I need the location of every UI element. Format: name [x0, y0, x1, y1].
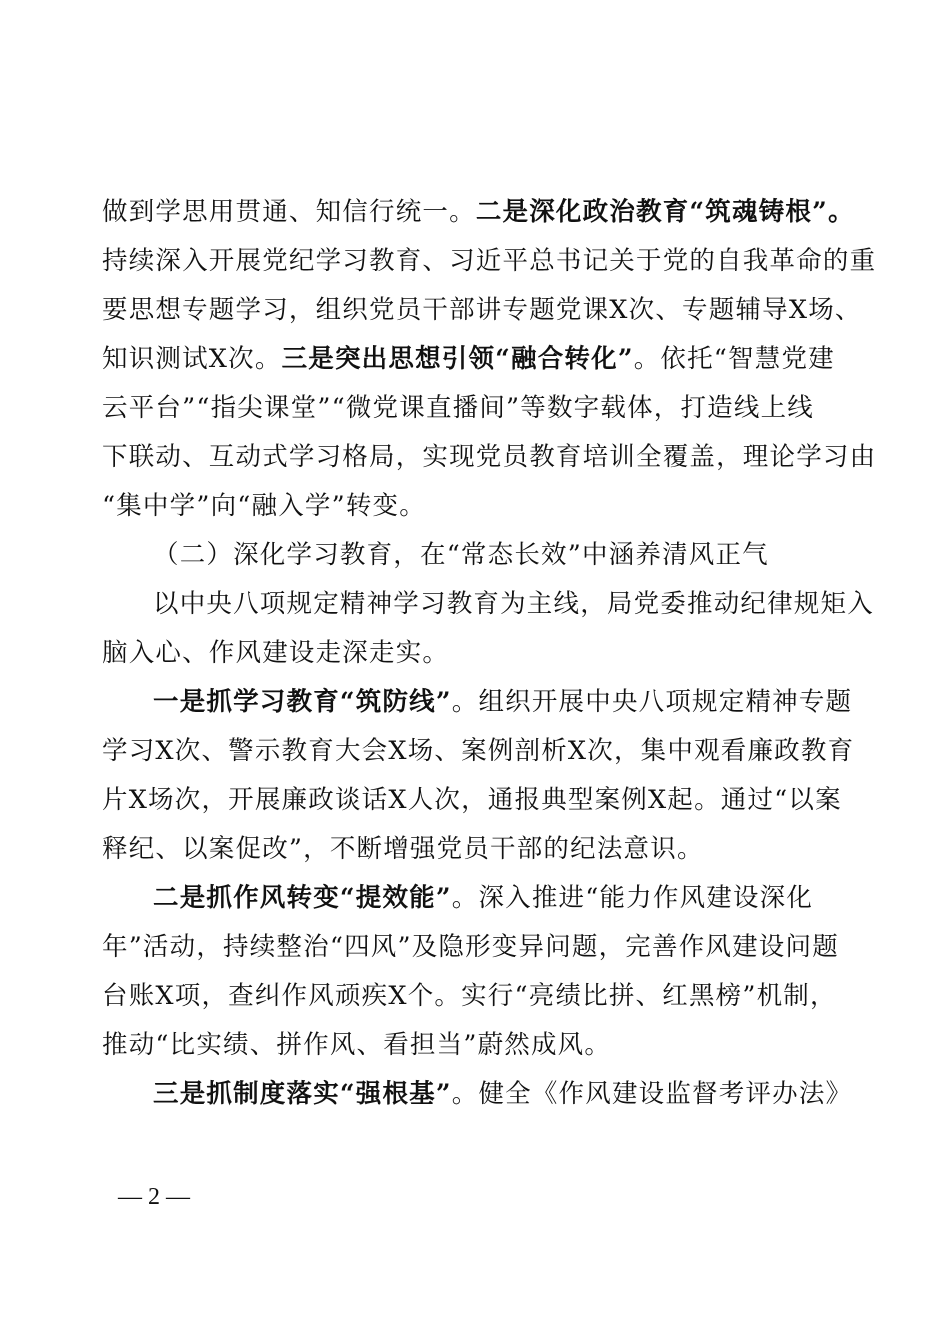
text-line: 脑入心、作风建设走深走实。 [102, 638, 450, 668]
text-line: 三是抓制度落实“强根基”。健全《作风建设监督考评办法》 [153, 1079, 853, 1109]
text-line: 知识测试X次。三是突出思想引领“融合转化”。依托“智慧党建 [102, 344, 835, 374]
text-line: 做到学思用贯通、知信行统一。二是深化政治教育“筑魂铸根”。 [102, 197, 855, 227]
text-line: 一是抓学习教育“筑防线”。组织开展中央八项规定精神专题 [153, 687, 853, 717]
text-line: 台账X项，查纠作风顽疾X个。实行“亮绩比拼、红黑榜”机制， [102, 981, 837, 1011]
text-line: “集中学”向“融入学”转变。 [102, 491, 426, 521]
text-line: 以中央八项规定精神学习教育为主线，局党委推动纪律规矩入 [153, 589, 874, 619]
body-text [102, 188, 877, 1119]
text-line: 释纪、以案促改”，不断增强党员干部的纪法意识。 [102, 834, 704, 864]
text-line: 推动“比实绩、拼作风、看担当”蔚然成风。 [102, 1030, 612, 1060]
page-number: — 2 — [118, 1184, 190, 1210]
text-line: 云平台”“指尖课堂”“微党课直播间”等数字载体，打造线上线 [102, 393, 814, 423]
text-line: 下联动、互动式学习格局，实现党员教育培训全覆盖，理论学习由 [102, 442, 877, 472]
text-line: 学习X次、警示教育大会X场、案例剖析X次，集中观看廉政教育 [102, 736, 855, 766]
section-heading: （二）深化学习教育，在“常态长效”中涵养清风正气 [153, 540, 769, 570]
text-line: 片X场次，开展廉政谈话X人次，通报典型案例X起。通过“以案 [102, 785, 842, 815]
text-line: 持续深入开展党纪学习教育、习近平总书记关于党的自我革命的重 [102, 246, 877, 276]
text-line: 年”活动，持续整治“四风”及隐形变异问题，完善作风建设问题 [102, 932, 839, 962]
text-line: 要思想专题学习，组织党员干部讲专题党课X次、专题辅导X场、 [102, 295, 862, 325]
text-line: 二是抓作风转变“提效能”。深入推进“能力作风建设深化 [153, 883, 814, 913]
